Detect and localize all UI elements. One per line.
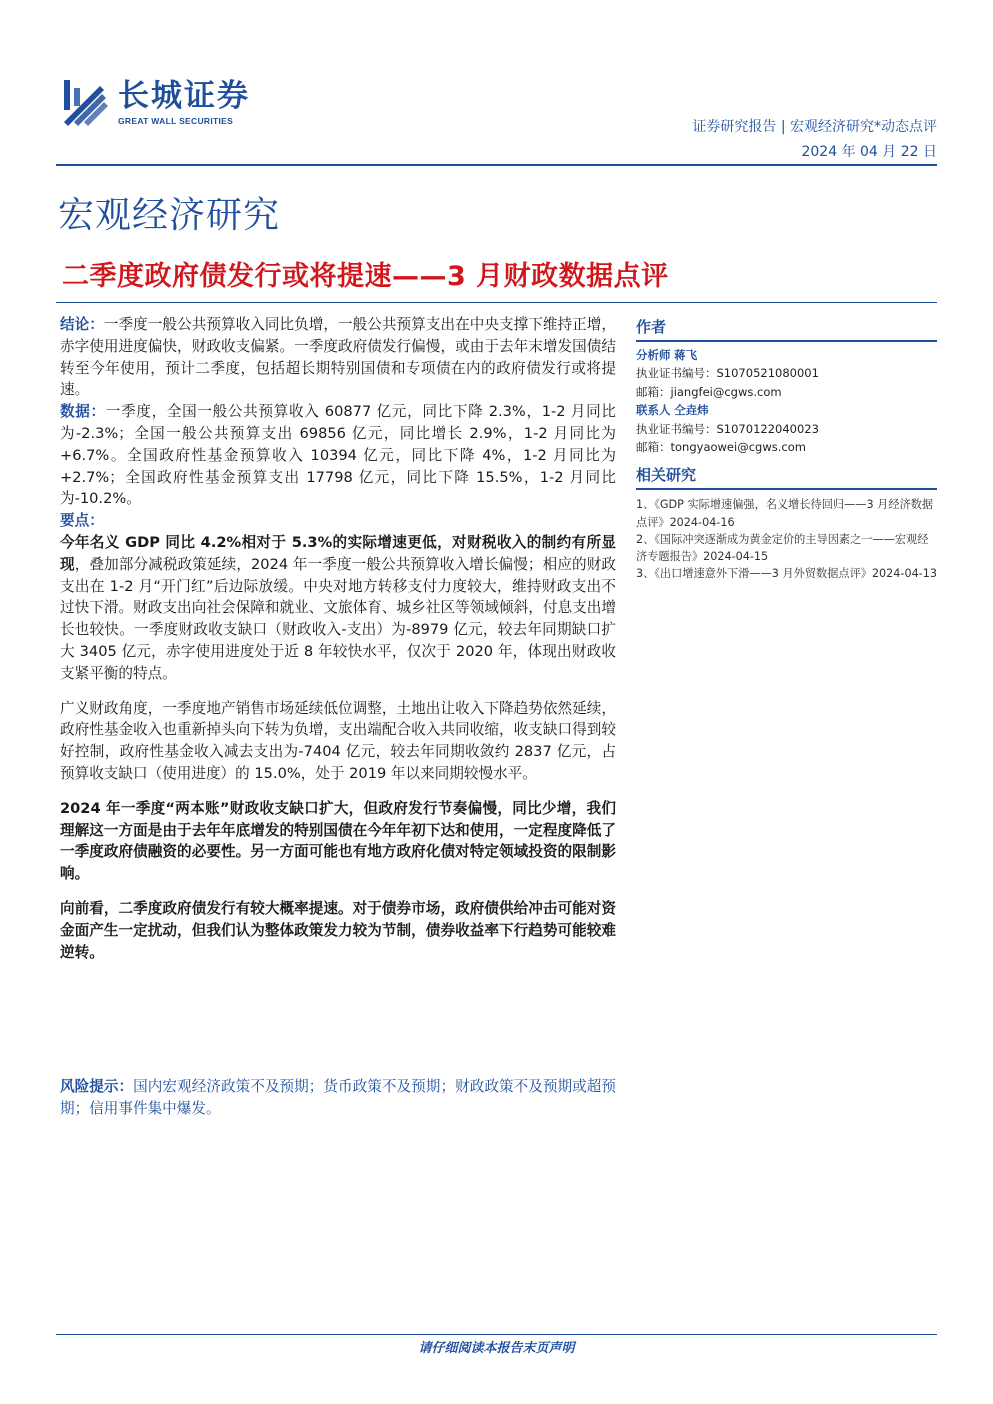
contact-email: 邮箱：tongyaowei@cgws.com bbox=[636, 440, 806, 455]
contact-cert: 执业证书编号：S1070122040023 bbox=[636, 421, 819, 436]
document-date: 2024 年 04 月 22 日 bbox=[801, 144, 937, 160]
sidebar bbox=[636, 316, 937, 582]
risk-warning bbox=[60, 1076, 616, 1120]
data-paragraph bbox=[60, 401, 616, 510]
contact-name: 仝垚炜 bbox=[674, 403, 709, 418]
points-label: 要点： bbox=[60, 512, 104, 530]
risk-text: 国内宏观经济政策不及预期；货币政策不及预期；财政政策不及预期或超预期；信用事件集中爆发。 bbox=[60, 1078, 616, 1117]
point-paragraph-1 bbox=[60, 532, 616, 685]
related-item[interactable]: 3、《出口增速意外下滑——3 月外贸数据点评》2024-04-13 bbox=[636, 567, 937, 581]
analyst-cert: 执业证书编号：S1070521080001 bbox=[636, 366, 819, 381]
point-paragraph-3: 2024 年一季度“两本账”财政收支缺口扩大，但政府发行节奏偏慢，同比少增，我们理解这一方面是由于去年年底增发的特别国债在今年年初下达和使用，一定程度降低了一季度政府债融资的必要性。另一方面可能也有地方政府化债对特定领域投资的限制影响。 bbox=[60, 799, 616, 883]
main-content bbox=[60, 314, 616, 963]
section-title: 宏观经济研究 bbox=[58, 195, 281, 236]
report-title: 二季度政府债发行或将提速——3 月财政数据点评 bbox=[62, 261, 669, 292]
document-type: 证券研究报告 | 宏观经济研究*动态点评 bbox=[692, 119, 937, 135]
conclusion-label: 结论： bbox=[60, 316, 104, 333]
risk-label: 风险提示： bbox=[60, 1078, 134, 1095]
analyst-role: 分析师 bbox=[636, 348, 671, 362]
title-divider bbox=[56, 302, 937, 303]
author-info bbox=[636, 346, 937, 456]
great-wall-logo-icon bbox=[62, 78, 112, 128]
related-item[interactable]: 1、《GDP 实际增速偏强，名义增长待回归——3 月经济数据点评》2024-04-16 bbox=[636, 498, 934, 529]
point-paragraph-4: 向前看，二季度政府债发行有较大概率提速。对于债券市场，政府债供给冲击可能对资金面产生一定扰动，但我们认为整体政策发力较为节制，债券收益率下行趋势可能较难逆转。 bbox=[60, 899, 616, 961]
point-1-lead: 今年名义 GDP 同比 4.2%相对于 5.3%的实际增速更低，对财税收入的制约有所显现 bbox=[60, 533, 616, 573]
contact-line bbox=[636, 401, 937, 419]
brand-name: 长城证券 bbox=[118, 78, 250, 114]
point-paragraph-2: 广义财政角度，一季度地产销售市场延续低位调整，土地出让收入下降趋势依然延续，政府性基金收入也重新掉头向下转为负增，支出端配合收入共同收缩，收支缺口得到较好控制，政府性基金收入减去支出为-7404 亿元，较去年同期收敛约 2837 亿元，占预算收支缺口（使用进度）的 15.0%，处于 2019 年以来同期较慢水平。 bbox=[60, 699, 616, 782]
analyst-line bbox=[636, 346, 937, 364]
data-text: 一季度，全国一般公共预算收入 60877 亿元，同比下降 2.3%，1-2 月同比为-2.3%；全国一般公共预算支出 69856 亿元，同比增长 2.9%，1-2 月同比为+6.7%。全国政府性基金预算收入 10394 亿元，同比下降 4%，1-2 月同比为+2.7%；全国政府性基金预算支出 17798 亿元，同比下降 15.5%，1-2 月同比为-10.2%。 bbox=[60, 403, 616, 508]
conclusion-text: 一季度一般公共预算收入同比负增，一般公共预算支出在中央支撑下维持正增，赤字使用进度偏快，财政收支偏紧。一季度政府债发行偏慢，或由于去年末增发国债结转至今年使用，预计二季度，包括超长期特别国债和专项债在内的政府债发行或将提速。 bbox=[60, 316, 616, 399]
analyst-email: 邮箱：jiangfei@cgws.com bbox=[636, 384, 782, 399]
related-item[interactable]: 2、《国际冲突逐渐成为黄金定价的主导因素之一——宏观经济专题报告》2024-04-15 bbox=[636, 532, 929, 564]
related-research bbox=[636, 464, 937, 582]
conclusion-paragraph bbox=[60, 314, 616, 401]
brand-name-english: GREAT WALL SECURITIES bbox=[118, 116, 234, 126]
footer-divider bbox=[56, 1334, 937, 1335]
point-1-body: ，叠加部分减税政策延续，2024 年一季度一般公共预算收入增长偏慢；相应的财政支出在 1-2 月“开门红”后边际放缓。中央对地方转移支付力度较大，维持财政支出不过快下滑。财政支出向社会保障和就业、文旅体育、城乡社区等领域倾斜，付息支出增长也较快。一季度财政收支缺口（财政收入-支出）为-8979 亿元，较去年同期缺口扩大 3405 亿元，赤字使用进度处于近 8 年较快水平，仅次于 2020 年，体现出财政收支紧平衡的特点。 bbox=[60, 555, 616, 682]
related-list bbox=[636, 496, 937, 582]
data-label: 数据： bbox=[60, 403, 106, 421]
footer-disclaimer: 请仔细阅读本报告末页声明 bbox=[418, 1341, 575, 1356]
points-heading bbox=[60, 510, 616, 532]
header-divider bbox=[56, 164, 937, 166]
author-heading: 作者 bbox=[636, 316, 937, 342]
analyst-name: 蒋飞 bbox=[674, 348, 698, 362]
contact-role: 联系人 bbox=[636, 403, 671, 418]
related-heading: 相关研究 bbox=[636, 464, 937, 490]
